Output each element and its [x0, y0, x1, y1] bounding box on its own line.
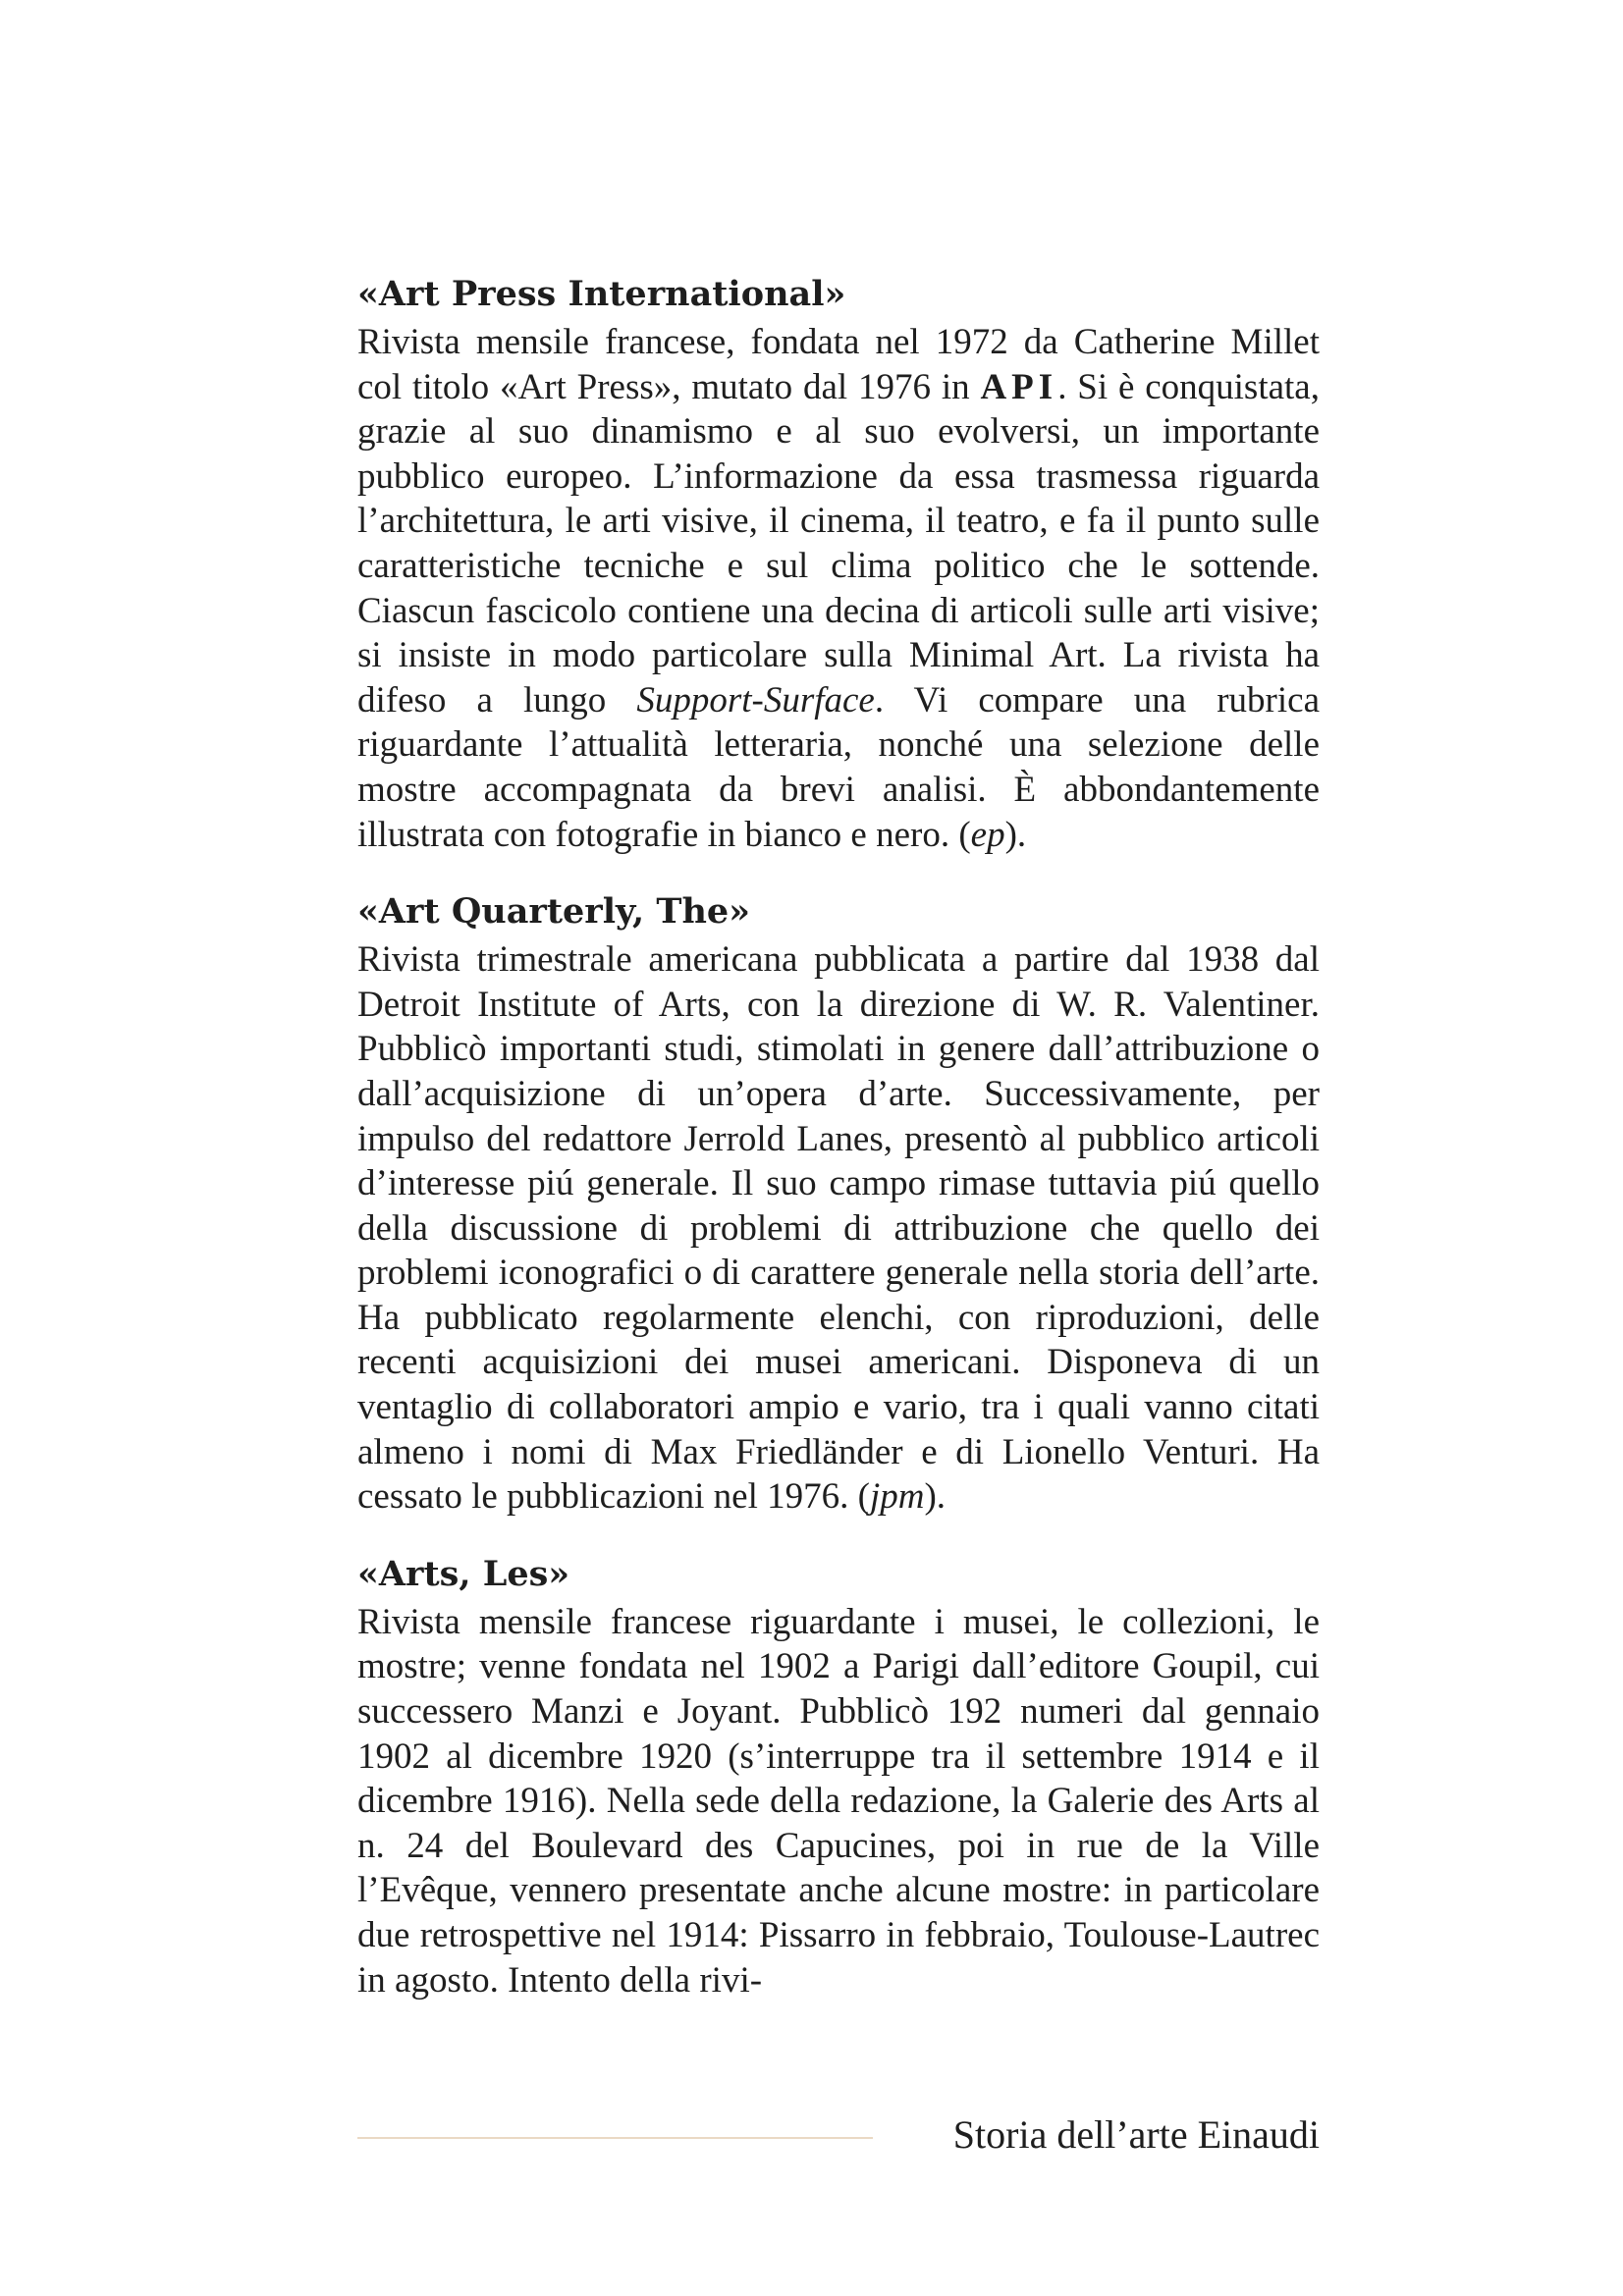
- entry-title: «Arts, Les»: [357, 1553, 570, 1594]
- entry-italic-term: Support-Surface: [636, 679, 875, 721]
- entry-text: ).: [1004, 814, 1027, 855]
- entry-bold-abbreviation: API: [980, 366, 1058, 407]
- page-footer: [357, 2110, 1320, 2160]
- entry-art-quarterly: [357, 890, 1320, 1520]
- entry-body: [357, 1600, 1320, 2002]
- entry-body: [357, 937, 1320, 1520]
- footer-rule: [357, 2137, 873, 2139]
- entry-text: Rivista mensile francese riguardante i musei, le collezioni, le mostre; venne fondata nel 1902 a Parigi dall’editore Goupil, cui successero Manzi e Joyant. Pubblicò 192 numeri dal gennaio 1902 al dicembre 1920 (s’interruppe tra il settembre 1914 e il dicembre 1916). Nella sede della redazione, la Galerie des Arts al n. 24 del Boulevard des Capucines, poi in rue de la Ville l’Evêque, vennero presentate anche alcune mostre: in particolare due retrospettive nel 1914: Pissarro in febbraio, Toulouse-Lautrec in agosto. Intento della rivi-: [357, 1601, 1320, 2001]
- footer-publisher-text: Storia dell’arte Einaudi: [952, 2112, 1320, 2157]
- entry-text: Rivista mensile francese, fondata nel 1972 da Catherine Millet col titolo «Art Press», mutato dal 1976 in: [357, 322, 1320, 407]
- entry-title: «Art Press International»: [357, 274, 846, 314]
- entry-arts-les: [357, 1553, 1320, 2002]
- entry-title: «Art Quarterly, The»: [357, 891, 751, 933]
- entry-author-initials: ep: [970, 814, 1005, 855]
- entry-body: [357, 320, 1320, 857]
- entry-text: Rivista trimestrale americana pubblicata a partire dal 1938 dal Detroit Institute of Arts, con la direzione di W. R. Valentiner. Pubblicò importanti studi, stimolati in genere dall’attribuzione o dall’acquisizione di un’opera d’arte. Successivamente, per impulso del redattore Jerrold Lanes, presentò al pubblico articoli d’interesse piú generale. Il suo campo rimase tuttavia piú quello della discussione di problemi di attribuzione che quello dei problemi iconografici o di carattere generale nella storia dell’arte. Ha pubblicato regolarmente elenchi, con riproduzioni, delle recenti acquisizioni dei musei americani. Disponeva di un ventaglio di collaboratori ampio e vario, tra i quali vanno citati almeno i nomi di Max Friedländer e di Lionello Venturi. Ha cessato le pubblicazioni nel 1976. (: [357, 939, 1320, 1518]
- entry-text: . Si è conquistata, grazie al suo dinamismo e al suo evolversi, un importante pubblico europeo. L’informazione da essa trasmessa riguarda l’architettura, le arti visive, il cinema, il teatro, e fa il punto sulle caratteristiche tecniche e sul clima politico che le sottende. Ciascun fascicolo contiene una decina di articoli sulle arti visive; si insiste in modo particolare sulla Minimal Art. La rivista ha difeso a lungo: [357, 366, 1320, 721]
- entry-text: ).: [924, 1476, 947, 1518]
- entry-text: . Vi compare una rubrica riguardante l’attualità letteraria, nonché una selezione delle mostre accompagnata da brevi analisi. È abbondantemente illustrata con fotografie in bianco e nero. (: [357, 679, 1321, 855]
- entry-author-initials: jpm: [869, 1476, 925, 1518]
- entry-art-press-international: [357, 273, 1320, 857]
- page-content: [357, 273, 1320, 2036]
